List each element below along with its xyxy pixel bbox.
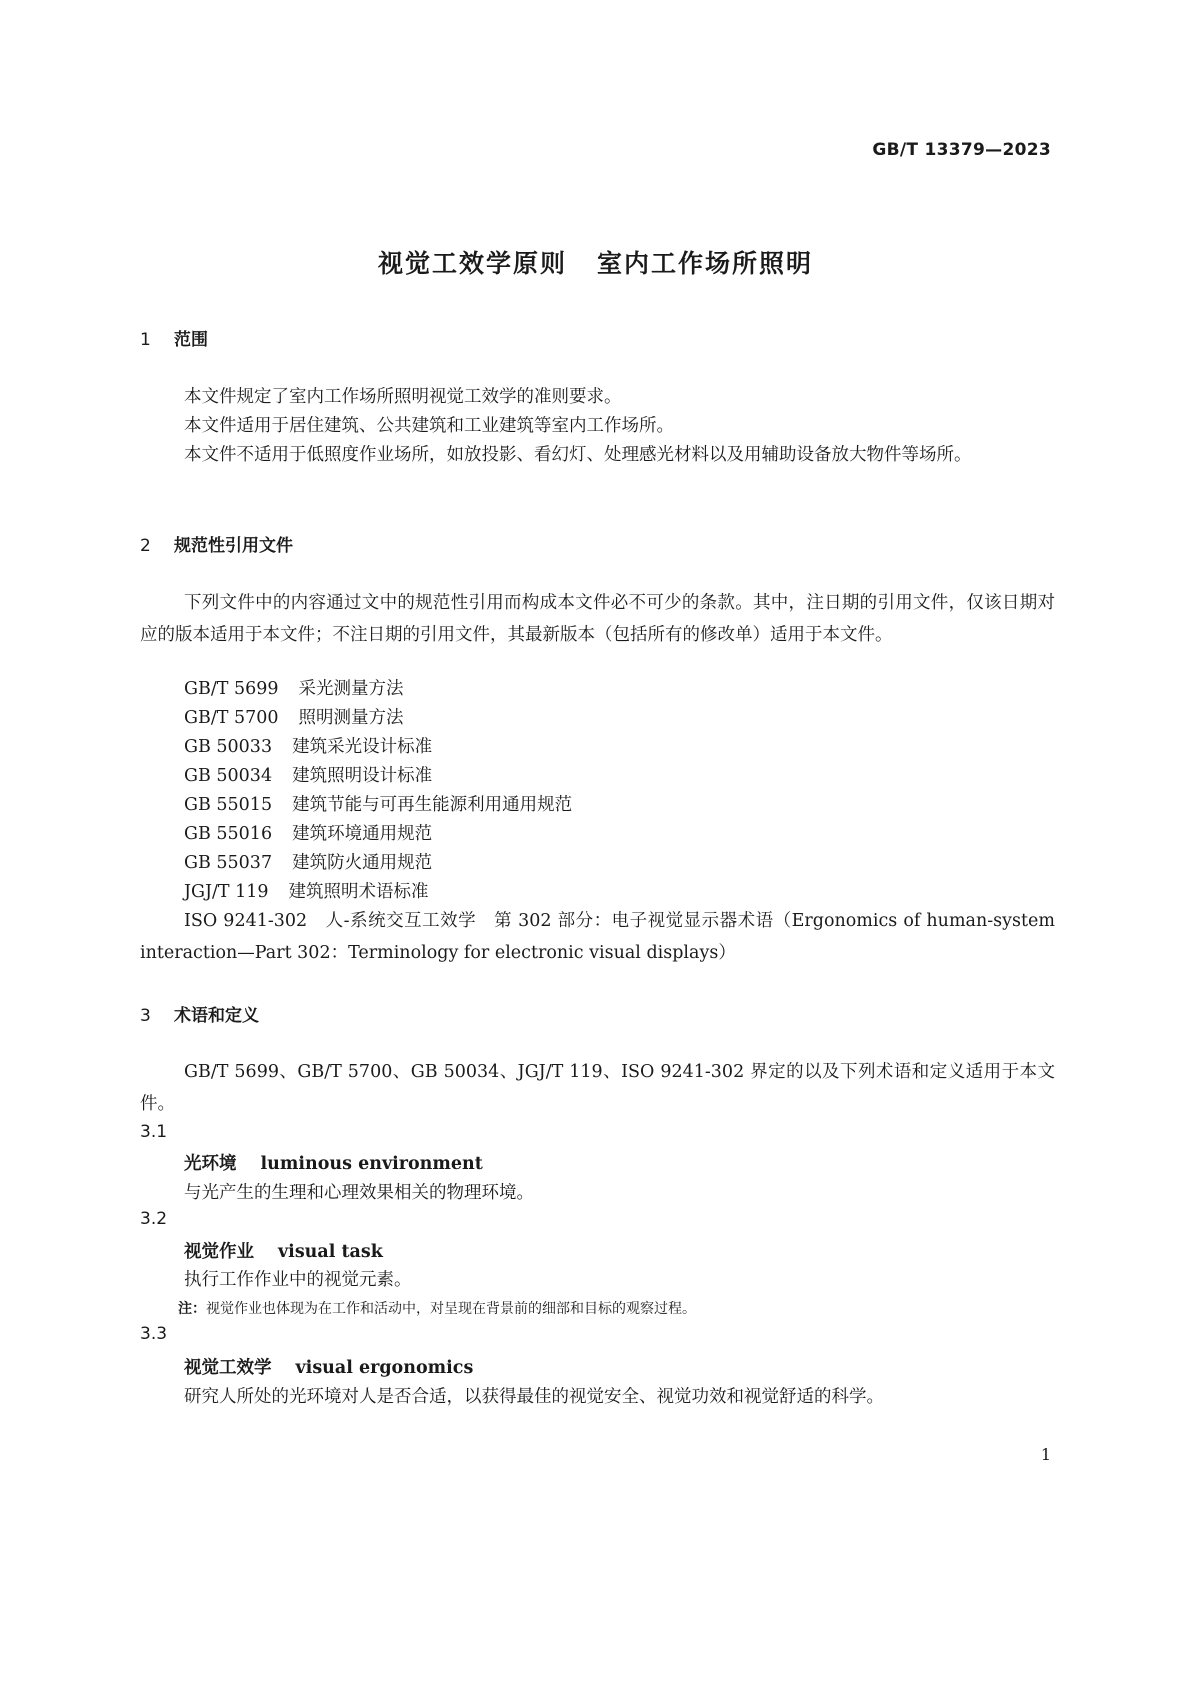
term-zh: 视觉作业: [184, 1242, 254, 1262]
reference-item-iso: ISO 9241-302 人-系统交互工效学 第 302 部分：电子视觉显示器术语（Ergonomics of human-system interaction—Part 302：Terminology for electronic visual displays）: [140, 911, 1055, 963]
reference-item: GB 55037 建筑防火通用规范: [184, 853, 433, 873]
term-zh: 视觉工效学: [184, 1358, 272, 1378]
note-label: 注：: [178, 1301, 206, 1317]
document-title: [0, 244, 1191, 280]
clause-number: 3.2: [140, 1209, 168, 1229]
reference-item: GB 55016 建筑环境通用规范: [184, 824, 433, 844]
term-definition: 与光产生的生理和心理效果相关的物理环境。: [184, 1183, 534, 1203]
section-number: 1: [140, 330, 151, 350]
reference-item: GB 50033 建筑采光设计标准: [184, 737, 433, 757]
term-en: visual ergonomics: [295, 1358, 474, 1378]
term-definition: 研究人所处的光环境对人是否合适，以获得最佳的视觉安全、视觉功效和视觉舒适的科学。: [184, 1387, 884, 1407]
page-number: 1: [1040, 1445, 1051, 1464]
reference-item: GB 55015 建筑节能与可再生能源利用通用规范: [184, 795, 573, 815]
term-en: visual task: [278, 1242, 383, 1262]
section-2-heading: [140, 531, 293, 556]
section-number: 2: [140, 536, 151, 556]
note-text: 视觉作业也体现为在工作和活动中，对呈现在背景前的细部和目标的观察过程。: [206, 1301, 696, 1317]
term-entry: [184, 1238, 383, 1263]
reference-item: GB/T 5700 照明测量方法: [184, 708, 404, 728]
term-note: [178, 1298, 696, 1318]
reference-item: GB/T 5699 采光测量方法: [184, 679, 404, 699]
paragraph: 本文件规定了室内工作场所照明视觉工效学的准则要求。: [184, 387, 622, 407]
section-number: 3: [140, 1006, 151, 1026]
clause-number: 3.3: [140, 1324, 168, 1344]
term-definition: 执行工作作业中的视觉元素。: [184, 1270, 412, 1290]
title-part-1: 视觉工效学原则: [377, 249, 567, 278]
term-entry: [184, 1150, 483, 1175]
reference-item: JGJ/T 119 建筑照明术语标准: [184, 882, 429, 902]
reference-item: GB 50034 建筑照明设计标准: [184, 766, 433, 786]
paragraph: 本文件适用于居住建筑、公共建筑和工业建筑等室内工作场所。: [184, 416, 674, 436]
term-en: luminous environment: [260, 1154, 483, 1174]
paragraph: 下列文件中的内容通过文中的规范性引用而构成本文件必不可少的条款。其中，注日期的引用文件，仅该日期对应的版本适用于本文件；不注日期的引用文件，其最新版本（包括所有的修改单）适用于本文件。: [140, 593, 1055, 645]
paragraph: 本文件不适用于低照度作业场所，如放投影、看幻灯、处理感光材料以及用辅助设备放大物件等场所。: [184, 445, 972, 465]
section-3-heading: [140, 1001, 259, 1026]
section-title: 术语和定义: [174, 1006, 259, 1026]
term-entry: [184, 1354, 473, 1379]
title-part-2: 室内工作场所照明: [597, 249, 814, 278]
term-zh: 光环境: [184, 1154, 237, 1174]
section-title: 范围: [174, 330, 208, 350]
section-1-heading: [140, 325, 208, 350]
clause-number: 3.1: [140, 1122, 168, 1142]
paragraph: GB/T 5699、GB/T 5700、GB 50034、JGJ/T 119、ISO 9241-302 界定的以及下列术语和定义适用于本文件。: [140, 1062, 1055, 1114]
section-title: 规范性引用文件: [174, 536, 293, 556]
standard-number: GB/T 13379—2023: [872, 140, 1051, 160]
